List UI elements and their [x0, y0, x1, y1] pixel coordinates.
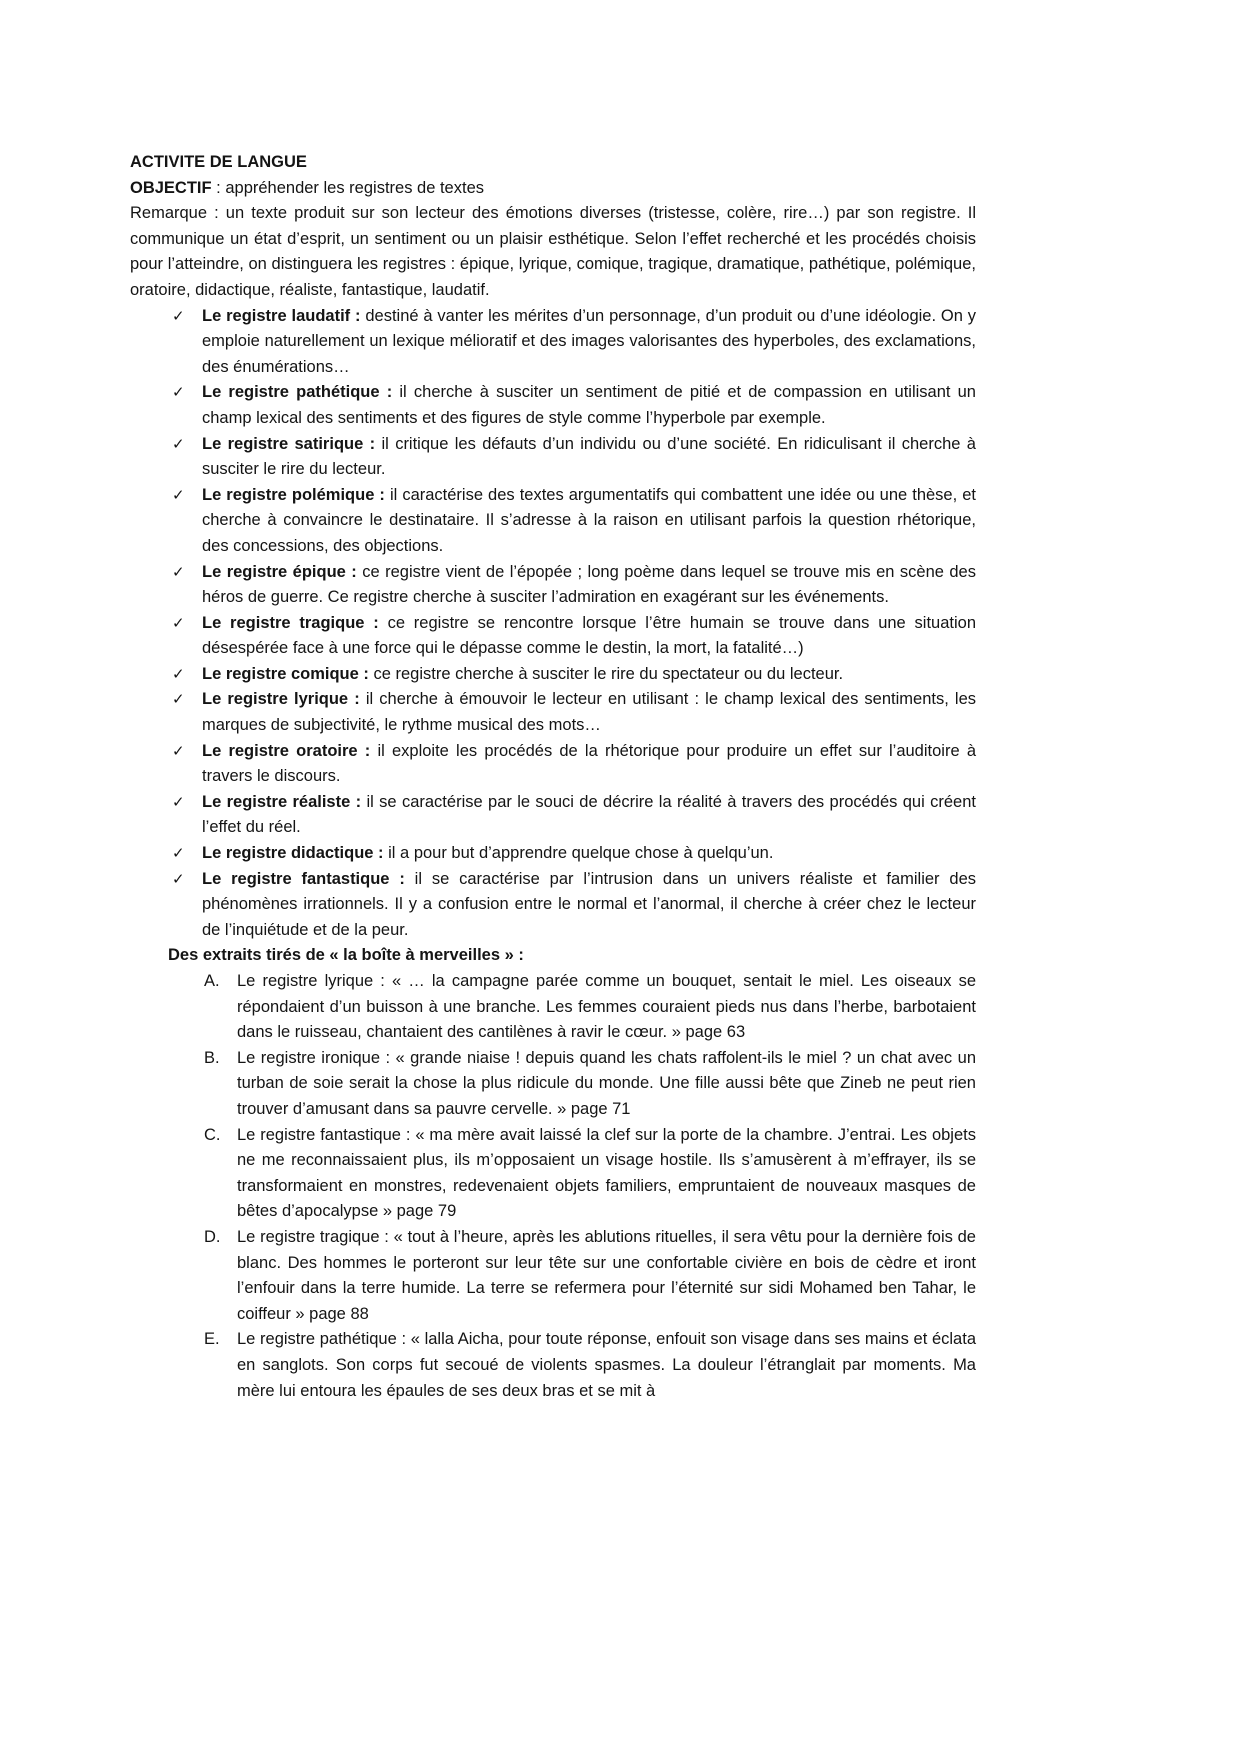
extrait-letter: A.	[204, 972, 220, 990]
registre-description: il caractérise des textes argumentatifs qui combattent une idée ou une thèse, et cherche à convaincre le destinataire. Il s’adresse à la raison en utilisant parfois la question rhétorique, des concessions, des objections.	[202, 485, 976, 555]
registre-label: Le registre lyrique :	[202, 690, 360, 709]
registre-label: Le registre tragique :	[202, 613, 379, 632]
registre-list-item	[130, 662, 976, 688]
extrait-letter: B.	[204, 1048, 220, 1067]
registre-description: destiné à vanter les mérites d’un personnage, d’un produit ou d’une idéologie. On y emploie naturellement un lexique mélioratif et des images valorisantes des hyperboles, des exclamations, des énumérations…	[202, 306, 977, 376]
checkmark-icon: ✓	[172, 435, 185, 453]
registre-label: Le registre fantastique :	[202, 869, 405, 888]
extrait-list-item	[130, 1225, 976, 1327]
registre-description: il se caractérise par le souci de décrire la réalité à travers des procédés qui créent l’effet du réel.	[202, 792, 976, 837]
checkmark-icon: ✓	[172, 665, 185, 683]
registre-label: Le registre polémique :	[202, 485, 385, 504]
checkmark-icon: ✓	[172, 614, 185, 632]
extrait-letter: D.	[204, 1227, 221, 1246]
registre-list-item	[130, 380, 976, 431]
registre-list-item	[130, 611, 976, 662]
checkmark-icon: ✓	[172, 307, 185, 325]
extrait-list-item	[130, 1123, 976, 1225]
registre-label: Le registre laudatif :	[202, 306, 361, 325]
remarque-paragraph: Remarque : un texte produit sur son lecteur des émotions diverses (tristesse, colère, rire…) par son registre. Il communique un état d’esprit, un sentiment ou un plaisir esthétique. Selon l’effet recherché et les procédés choisis pour l’atteindre, on distinguera les registres : épique, lyrique, comique, tragique, dramatique, pathétique, polémique, oratoire, didactique, réaliste, fantastique, laudatif.	[130, 204, 976, 299]
checkmark-icon: ✓	[172, 486, 185, 504]
registre-label: Le registre comique :	[202, 664, 369, 683]
registre-label: Le registre didactique :	[202, 844, 384, 863]
extraits-list	[130, 969, 976, 1404]
registre-list-item	[130, 867, 976, 944]
registre-paragraph	[202, 483, 976, 560]
registre-list-item	[130, 432, 976, 483]
extrait-text: Le registre pathétique : « lalla Aicha, pour toute réponse, enfouit son visage dans ses mains et éclata en sanglots. Son corps fut secoué de violents spasmes. La douleur l’étranglait par moments. Ma mère lui entoura les épaules de ses deux bras et se mit à	[237, 1330, 976, 1400]
registre-label: Le registre pathétique :	[202, 383, 393, 402]
objectif-text: : appréhender les registres de textes	[211, 178, 484, 197]
registre-description: ce registre se rencontre lorsque l’être humain se trouve dans une situation désespérée face à une force qui le dépasse comme le destin, la mort, la fatalité…)	[202, 613, 976, 658]
registre-description: il critique les défauts d’un individu ou d’une société. En ridiculisant il cherche à susciter le rire du lecteur.	[202, 434, 976, 479]
extrait-list-item	[130, 1046, 976, 1123]
registre-label: Le registre réaliste :	[202, 792, 362, 811]
registre-list-item	[130, 483, 976, 560]
registre-description: il exploite les procédés de la rhétorique pour produire un effet sur l’auditoire à travers le discours.	[202, 741, 976, 786]
extrait-list-item	[130, 1327, 976, 1404]
registre-paragraph	[202, 662, 976, 688]
registre-list-item	[130, 560, 976, 611]
checkmark-icon: ✓	[172, 870, 185, 888]
registre-paragraph	[202, 380, 976, 431]
registre-list-item	[130, 304, 976, 381]
checkmark-icon: ✓	[172, 691, 185, 709]
registre-paragraph	[202, 611, 976, 662]
extrait-letter: E.	[204, 1330, 220, 1349]
checkmark-icon: ✓	[172, 845, 185, 863]
registres-list	[130, 304, 976, 944]
extraits-title: Des extraits tirés de « la boîte à merveilles » :	[168, 946, 524, 965]
registre-description: il se caractérise par l’intrusion dans un univers réaliste et familier des phénomènes irrationnels. Il y a confusion entre le normal et l’anormal, il cherche à créer chez le lecteur de l’inquiétude et de la peur.	[202, 869, 976, 939]
registre-paragraph	[202, 790, 976, 841]
registre-label: Le registre oratoire :	[202, 741, 371, 760]
registre-list-item	[130, 687, 976, 738]
checkmark-icon: ✓	[172, 793, 185, 811]
registre-list-item	[130, 739, 976, 790]
registre-list-item	[130, 790, 976, 841]
registre-paragraph	[202, 739, 976, 790]
registre-paragraph	[202, 841, 976, 867]
registre-label: Le registre épique :	[202, 562, 357, 581]
registre-description: il cherche à émouvoir le lecteur en utilisant : le champ lexical des sentiments, les marques de subjectivité, le rythme musical des mots…	[202, 690, 976, 735]
checkmark-icon: ✓	[172, 742, 185, 760]
registre-paragraph	[202, 560, 976, 611]
registre-label: Le registre satirique :	[202, 434, 376, 453]
objectif-line	[130, 176, 976, 202]
extrait-list-item	[130, 969, 976, 1046]
registre-paragraph	[202, 432, 976, 483]
extrait-letter: C.	[204, 1125, 221, 1144]
checkmark-icon: ✓	[172, 563, 185, 581]
extrait-text: Le registre fantastique : « ma mère avait laissé la clef sur la porte de la chambre. J’entrai. Les objets ne me reconnaissaient plus, ils m’opposaient un visage hostile. Ils s’amusèrent à m’effrayer, ils se transformaient en monstres, redevenaient objets familiers, empruntaient de nouveaux masques de bêtes d’apocalypse » page 79	[237, 1125, 976, 1221]
registre-paragraph	[202, 867, 976, 944]
page-title: ACTIVITE DE LANGUE	[130, 153, 307, 171]
registre-description: ce registre cherche à susciter le rire du spectateur ou du lecteur.	[373, 664, 844, 683]
registre-paragraph	[202, 304, 976, 381]
checkmark-icon: ✓	[172, 384, 185, 402]
extrait-text: Le registre lyrique : « … la campagne parée comme un bouquet, sentait le miel. Les oiseaux se répondaient d’un buisson à une branche. Les femmes couraient pieds nus dans l’herbe, barbotaient dans le ruisseau, chantaient des cantilènes à ravir le cœur. » page 63	[237, 972, 976, 1042]
extrait-text: Le registre ironique : « grande niaise ! depuis quand les chats raffolent-ils le miel ? un chat avec un turban de soie serait la chose la plus ridicule du monde. Une fille aussi bête que Zineb ne peut rien trouver d’amusant dans sa pauvre cervelle. » page 71	[237, 1048, 976, 1118]
registre-list-item	[130, 841, 976, 867]
objectif-label: OBJECTIF	[130, 178, 212, 197]
registre-paragraph	[202, 687, 976, 738]
registre-description: ce registre vient de l’épopée ; long poème dans lequel se trouve mis en scène des héros de guerre. Ce registre cherche à susciter l’admiration en exagérant sur les événements.	[202, 562, 976, 607]
registre-description: il a pour but d’apprendre quelque chose à quelqu’un.	[388, 844, 774, 863]
registre-description: il cherche à susciter un sentiment de pitié et de compassion en utilisant un champ lexical des sentiments et des figures de style comme l’hyperbole par exemple.	[202, 383, 976, 427]
extrait-text: Le registre tragique : « tout à l’heure, après les ablutions rituelles, il sera vêtu pour la dernière fois de blanc. Des hommes le porteront sur leur tête sur une confortable civière en bois de cèdre et iront l’enfouir dans la terre humide. La terre se refermera pour l’éternité sur sidi Mohamed ben Tahar, le coiffeur » page 88	[237, 1227, 976, 1323]
